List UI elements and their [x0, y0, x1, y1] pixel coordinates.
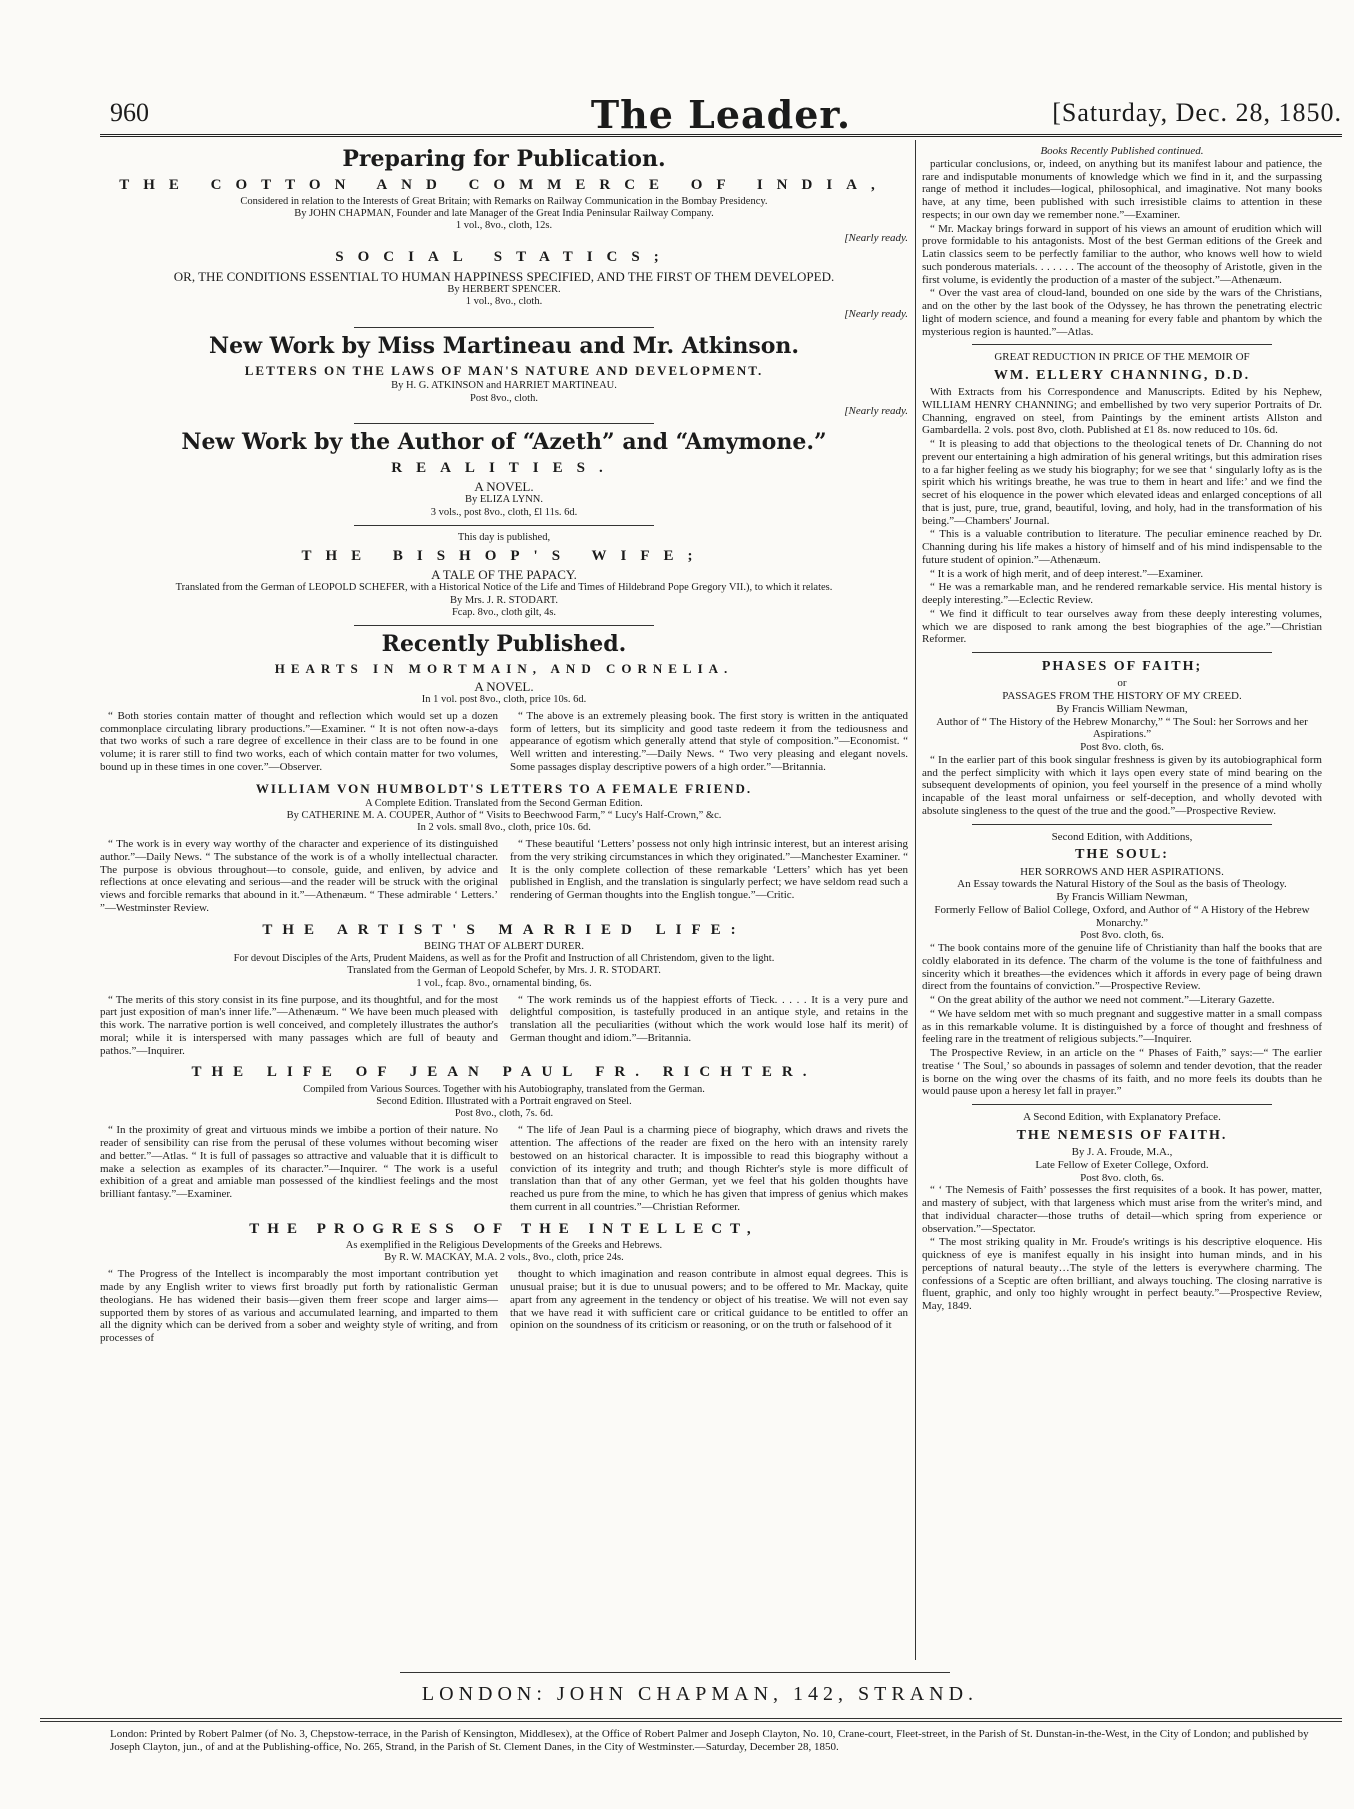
humboldt-review-left: “ The work is in every way worthy of the character and experience of its distinguished author.”—Daily News. “ The substance of the work is of a wholly intellectual character. The purpose is obvious throughout—to console, guide, and enliven, by advice and reflections at once elevating and serious—and the reader will be struck with the original views and forcible remarks that abound in it.”—Athenæum. “ These admirable ‘ Letters.’ ”—Westminster Review. — [100, 838, 498, 914]
column-divider — [915, 140, 916, 1660]
cotton-line1: Considered in relation to the Interests of Great Britain; with Remarks on Railway Communication in the Bombay Presidency. — [240, 195, 768, 207]
artist-title: THE ARTIST'S MARRIED LIFE: — [262, 921, 746, 938]
phases-author: By Francis William Newman, — [1056, 702, 1188, 715]
soul-quote-1: “ The book contains more of the genuine life of Christianity than half the books that are coldly elaborated in its defence. The charm of the volume is the tone of faithfulness and sincerity which it breathes—the evidences which it affords in every page of being drawn direct from the fountains of conviction.”—Prospective Review. — [922, 942, 1322, 993]
channing-desc: With Extracts from his Correspondence and Manuscripts. Edited by his Nephew, WILLIAM HENRY CHANNING; and embellished by two very superior Portraits of Dr. Channing, engraved on steel, from Paintings by the eminent artists Allston and Gambardella. 2 vols. post 8vo, cloth. Published at £1 8s. now reduced to 10s. 6d. — [922, 386, 1322, 437]
humboldt-format: In 2 vols. small 8vo., cloth, price 10s. 6d. — [417, 821, 591, 833]
page-number: 960 — [110, 98, 149, 127]
hearts-sub: A NOVEL. — [474, 678, 534, 694]
artist-reviews — [100, 994, 908, 1059]
artist-line1: For devout Disciples of the Arts, Prudent Maidens, as well as for the Profit and Instruction of all Christendom, given to the light. — [233, 953, 775, 965]
publisher-imprint: LONDON: JOHN CHAPMAN, 142, STRAND. — [421, 1683, 979, 1705]
phases-format: Post 8vo. cloth, 6s. — [1080, 741, 1164, 754]
artist-format: 1 vol., fcap. 8vo., ornamental binding, 6s. — [416, 977, 592, 989]
printer-colophon: London: Printed by Robert Palmer (of No. 3, Chepstow-terrace, in the Parish of Kensington, Middlesex), at the Office of Robert Palmer and Joseph Clayton, No. 10, Crane-court, Fleet-street, in the Parish of St. Dunstan-in-the-West, in the City of London; and published by Joseph Clayton, jun., of and at the Publishing-office, No. 265, Strand, in the Parish of St. Clement Danes, in the City of Westminster.—Saturday, December 28, 1850. — [110, 1728, 1309, 1754]
bishop-published: This day is published, — [457, 531, 551, 543]
imprint-rule — [400, 1672, 950, 1673]
channing-quote-4: “ He was a remarkable man, and he rendered remarkable service. His mental history is deeply interesting.”—Eclectic Review. — [922, 581, 1322, 607]
humboldt-author: By CATHERINE M. A. COUPER, Author of “ Visits to Beechwood Farm,” “ Lucy's Half-Crown,” &c. — [286, 809, 722, 821]
richter-format: Post 8vo., cloth, 7s. 6d. — [454, 1108, 554, 1120]
channing-quote-3: “ It is a work of high merit, and of deep interest.”—Examiner. — [930, 567, 1204, 580]
humboldt-review-right: “ These beautiful ‘Letters’ possess not only high intrinsic interest, but an interest arising from the very striking circumstances in which they originated.”—Manchester Examiner. “ It is the only complete collection of these remarkable ‘Letters’ which has yet been published in English, and the translation is singularly perfect; we have seldom read such a rendering of German thoughts into the English tongue.”—Critic. — [510, 838, 908, 902]
divider — [354, 525, 654, 526]
progress-author-format: By R. W. MACKAY, M.A. 2 vols., 8vo., cloth, price 24s. — [384, 1252, 624, 1264]
cotton-line2: By JOHN CHAPMAN, Founder and late Manager of the Great India Peninsular Railway Company. — [294, 208, 714, 220]
right-column — [922, 145, 1322, 1680]
cont-quote-2: “ Mr. Mackay brings forward in support of his views an amount of erudition which will prove formidable to his antagonists. Most of the best German editions of the Greek and Latin classics seem to be perfectly familiar to the author, who knows well how to wield such ponderous materials. . . . . . . The account of the theosophy of Aristotle, given in the first volume, is evidently the production of a master of the subject.”—Athenæum. — [922, 222, 1322, 286]
soul-quote-4: The Prospective Review, in an article on the “ Phases of Faith,” says:—“ The earlier treatise ‘ The Soul,’ so abounds in passages of solemn and tender devotion, that the reader is borne on the wing over the chasms of its faith, and no more feels its doubts than he would pause upon a heresy let fall in prayer.” — [922, 1047, 1322, 1098]
page-header — [100, 94, 1342, 137]
channing-quote-2: “ This is a valuable contribution to literature. The peculiar eminence reached by Dr. Channing during his life makes a history of himself and of his mind indispensable to the future student of opinion.”—Athenæum. — [922, 528, 1322, 566]
divider — [972, 1104, 1272, 1105]
realities-format: 3 vols., post 8vo., cloth, £l 11s. 6d. — [430, 506, 578, 518]
hearts-review-right: “ The above is an extremely pleasing book. The first story is written in the antiquated form of letters, but its simplicity and good taste redeem it from the tediousness and appearance of egotism which generally attend that style of composition.”—Economist. “ Well written and interesting.”—Daily News. “ Two very pleasing and elegant novels. Some passages display descriptive powers of a high order.”—Britannia. — [510, 709, 908, 773]
social-format: 1 vol., 8vo., cloth. — [465, 295, 543, 307]
soul-format: Post 8vo. cloth, 6s. — [1080, 929, 1164, 942]
bishop-title: THE BISHOP'S WIFE; — [301, 547, 707, 564]
richter-review-left: “ In the proximity of great and virtuous minds we imbibe a portion of their nature. No reader of sensibility can rise from the perusal of these volumes without becoming wiser and better.”—Atlas. “ It is full of passages so attractive and valuable that it is difficult to make a selection as examples of its character.”—Inquirer. “ The work is a useful exhibition of a great and amiable man possessed of the kindliest feelings and the most brilliant fantasy.”—Examiner. — [100, 1124, 498, 1201]
phases-author2: Author of “ The History of the Hebrew Monarchy,” “ The Soul: her Sorrows and her Aspirations.” — [936, 715, 1308, 741]
progress-reviews — [100, 1268, 908, 1346]
hearts-reviews — [100, 710, 908, 775]
artist-review-right: “ The work reminds us of the happiest efforts of Tieck. . . . . It is a very pure and delightful composition, is tastefully produced in an antique style, and retains in the translation all the peculiarities (without which the work would lose half its merit) of German thought and idiom.”—Britannia. — [510, 993, 908, 1044]
martineau-title: LETTERS ON THE LAWS OF MAN'S NATURE AND DEVELOPMENT. — [244, 363, 764, 379]
nemesis-author2: Late Fellow of Exeter College, Oxford. — [1035, 1158, 1209, 1171]
divider — [972, 824, 1272, 825]
channing-quote-5: “ We find it difficult to tear ourselves away from these deeply interesting volumes, which we are disposed to rank among the best biographies of the age.”—Christian Reformer. — [922, 607, 1322, 646]
social-author: By HERBERT SPENCER. — [447, 283, 561, 295]
azeth-heading: New Work by the Author of “Azeth” and “Amymone.” — [181, 429, 827, 456]
bishop-author: By Mrs. J. R. STODART. — [449, 594, 559, 606]
divider — [354, 327, 654, 328]
channing-intro: GREAT REDUCTION IN PRICE OF THE MEMOIR OF — [994, 351, 1250, 364]
soul-author2: Formerly Fellow of Baliol College, Oxford, and Author of “ A History of the Hebrew Monarchy.” — [934, 903, 1310, 929]
divider — [972, 344, 1272, 345]
hearts-title: HEARTS IN MORTMAIN, AND CORNELIA. — [274, 661, 734, 677]
phases-title: PHASES OF FAITH; — [1041, 659, 1203, 675]
realities-sub: A NOVEL. — [474, 479, 534, 495]
artist-review-left: “ The merits of this story consist in its fine purpose, and its thoughtful, and for the most part just exposition of man's inner life.”—Athenæum. “ We have been much pleased with this work. The narrative portion is well conceived, and completely illustrates the author's moral; while it is interspersed with many passages which are full of beauty and pathos.”—Inquirer. — [100, 993, 498, 1057]
nemesis-title: THE NEMESIS OF FAITH. — [1016, 1127, 1228, 1143]
phases-quote: “ In the earlier part of this book singular freshness is given by its autobiographical form and the perfect simplicity with which it lays open every state of mind bearing on the subsequent developments of opinion, you feel yourself in the presence of a mind wholly incapable of the least moral unfairness or self-deception, and wholly devoted with absolute singleness to the quest of the true and the good.”—Prospective Review. — [922, 753, 1322, 817]
left-column — [100, 145, 908, 1680]
bishop-format: Fcap. 8vo., cloth gilt, 4s. — [451, 606, 557, 618]
soul-edition: Second Edition, with Additions, — [1051, 830, 1193, 843]
richter-title: THE LIFE OF JEAN PAUL FR. RICHTER. — [191, 1064, 817, 1081]
richter-review-right: “ The life of Jean Paul is a charming piece of biography, which draws and rivets the attention. The affections of the reader are fixed on the hero with an intensity rarely bestowed on an historical character. It is impossible to read this biography without a conviction of its integrity and truth; and though Richter's style is more difficult of translation than that of any other German, yet we feel that his golden thoughts have reached us pure from the mine, to which he has given that impress of genius which makes them current in all countries.”—Christian Reformer. — [510, 1124, 908, 1213]
martineau-heading: New Work by Miss Martineau and Mr. Atkinson. — [208, 332, 800, 359]
hearts-format: In 1 vol. post 8vo., cloth, price 10s. 6d. — [421, 693, 587, 705]
cotton-title: THE COTTON AND COMMERCE OF INDIA, — [119, 176, 889, 193]
nemesis-format: Post 8vo. cloth, 6s. — [1080, 1171, 1164, 1184]
phases-or: or — [1117, 677, 1127, 690]
soul-quote-2: “ On the great ability of the author we need not comment.”—Literary Gazette. — [930, 994, 1275, 1007]
hearts-review-left: “ Both stories contain matter of thought and reflection which would set up a dozen commonplace circulating library productions.”—Examiner. “ It is not often now-a-days that two works of such a rare degree of excellence in their class are to be found in one volume; it is rarer still to find two works, each of which contain matter for two volumes, bound up in these times in one cover.”—Observer. — [100, 709, 498, 773]
artist-sub: BEING THAT OF ALBERT DURER. — [423, 940, 585, 952]
nemesis-author: By J. A. Froude, M.A., — [1071, 1146, 1173, 1159]
soul-sub: HER SORROWS AND HER ASPIRATIONS. — [1020, 865, 1224, 878]
soul-author: By Francis William Newman, — [1056, 891, 1188, 904]
masthead: The Leader. — [590, 92, 852, 137]
nemesis-quote-2: “ The most striking quality in Mr. Froude's writings is his descriptive eloquence. His quickness of eye is manifest equally in his insight into human minds, and in his perceptions of natural beauty…The style of the letters is everywhere charming. The confessions of a Sceptic are often brilliant, and always touching. The closing narrative is fluent, graphic, and only too highly wrought in perfect beauty.”—Prospective Review, May, 1849. — [922, 1236, 1322, 1313]
martineau-author: By H. G. ATKINSON and HARRIET MARTINEAU. — [391, 380, 617, 392]
phases-sub: PASSAGES FROM THE HISTORY OF MY CREED. — [1002, 690, 1242, 703]
richter-reviews — [100, 1124, 908, 1214]
issue-date: [Saturday, Dec. 28, 1850. — [1052, 98, 1342, 127]
nemesis-quote-1: “ ‘ The Nemesis of Faith’ possesses the first requisites of a book. It has power, matter, and mastery of subject, with that largeness which must arise from the writer's mind, and that individual character—those truths of detail—which spring from experience or observation.”—Spectator. — [922, 1184, 1322, 1235]
social-title: SOCIAL STATICS; — [335, 249, 673, 266]
divider — [354, 423, 654, 424]
progress-review-left: “ The Progress of the Intellect is incomparably the most important contribution yet made by any English writer to views first broadly put forth by rationalistic German theologians. He has widened their basis—given them freer scope and larger aims—supported them by stores of as various and accumulated learning, and imparted to them all the dignity which can be derived from a sober and weighty style of writing, and from processes of — [100, 1268, 498, 1345]
recent-heading: Recently Published. — [381, 630, 627, 657]
soul-desc: An Essay towards the Natural History of the Soul as the basis of Theology. — [957, 878, 1287, 891]
cont-text: particular conclusions, or, indeed, on anything but its manifest labour and patience, the rare and indisputable monuments of knowledge which we find in it, and the surpassing range of method it includes—logical, philosophical, and imaginative. Not many books have, at any time, been published with such irresistible claims to attention in these respects; in our own day we remember none.”—Examiner. — [922, 157, 1322, 221]
soul-title: THE SOUL: — [1075, 847, 1169, 863]
bishop-line: Translated from the German of LEOPOLD SCHEFER, with a Historical Notice of the Life and Times of Hildebrand Pope Gregory VII.), to which it relates. — [175, 582, 833, 594]
martineau-format: Post 8vo., cloth. — [470, 392, 538, 404]
progress-title: THE PROGRESS OF THE INTELLECT, — [249, 1220, 759, 1237]
preparing-heading: Preparing for Publication. — [342, 146, 666, 172]
progress-sub: As exemplified in the Religious Developments of the Greeks and Hebrews. — [345, 1239, 663, 1251]
continued-heading: Books Recently Published continued. — [1040, 145, 1204, 157]
richter-edition: Second Edition. Illustrated with a Portrait engraved on Steel. — [376, 1095, 632, 1107]
channing-quote-1: “ It is pleasing to add that objections to the theological tenets of Dr. Channing do not prevent our entertaining a high admiration of his general writings, but this admiration rises to a far higher feeling as we study his biography; for we see that ‘ singularly lofty as is the spirit which his writings breathe, he was true to them in heart and life:’ and we find the secret of his eloquence in the power which elevated ideas and enlarged conceptions of all that is just, pure, true, grand, beautiful, loving, and holy, had in the transformation of his being.”—Chambers' Journal. — [922, 438, 1322, 527]
cotton-line3: 1 vol., 8vo., cloth, 12s. — [455, 220, 553, 232]
progress-review-right: thought to which imagination and reason contribute in almost equal degrees. This is unusual praise; but it is due to unusual powers; and to be offered to Mr. Mackay, quite apart from any agreement in the tendency or object of his treatise. We will not even say that we have read it with sufficient care or critical guidance to be entitled to offer an opinion on the soundness of its criticism or reasoning, or on the truth or falsehood of it — [510, 1268, 908, 1332]
nemesis-edition: A Second Edition, with Explanatory Preface. — [1023, 1111, 1221, 1124]
soul-quote-3: “ We have seldom met with so much pregnant and suggestive matter in a small compass as in this remarkable volume. It is distinguished by a force of thought and freshness of feeling rare in the treatment of religious subjects.”—Inquirer. — [922, 1007, 1322, 1046]
social-ready: [Nearly ready. — [844, 307, 908, 320]
cont-quote-3: “ Over the vast area of cloud-land, bounded on one side by the wars of the Christians, and on the other by the last book of the Odyssey, he has thrown the penetrating electric light of modern science, and found a meaning for every fable and phantom by which the mysterious region is haunted.”—Atlas. — [922, 287, 1322, 338]
social-subtitle: OR, THE CONDITIONS ESSENTIAL TO HUMAN HAPPINESS SPECIFIED, AND THE FIRST OF THEM DEVELOPED. — [173, 268, 835, 284]
martineau-ready: [Nearly ready. — [844, 404, 908, 417]
bottom-rule — [40, 1718, 1342, 1722]
bishop-sub: A TALE OF THE PAPACY. — [431, 567, 577, 583]
cotton-ready: [Nearly ready. — [844, 232, 908, 245]
realities-title: REALITIES. — [391, 459, 617, 476]
divider — [354, 625, 654, 626]
humboldt-sub: A Complete Edition. Translated from the Second German Edition. — [365, 797, 643, 809]
realities-author: By ELIZA LYNN. — [465, 494, 543, 506]
humboldt-reviews — [100, 838, 908, 916]
richter-sub: Compiled from Various Sources. Together with his Autobiography, translated from the German. — [303, 1083, 705, 1095]
divider — [972, 652, 1272, 653]
humboldt-title: WILLIAM VON HUMBOLDT'S LETTERS TO A FEMALE FRIEND. — [255, 780, 753, 796]
artist-line2: Translated from the German of Leopold Schefer, by Mrs. J. R. STODART. — [347, 965, 661, 977]
channing-title: WM. ELLERY CHANNING, D.D. — [993, 368, 1251, 383]
